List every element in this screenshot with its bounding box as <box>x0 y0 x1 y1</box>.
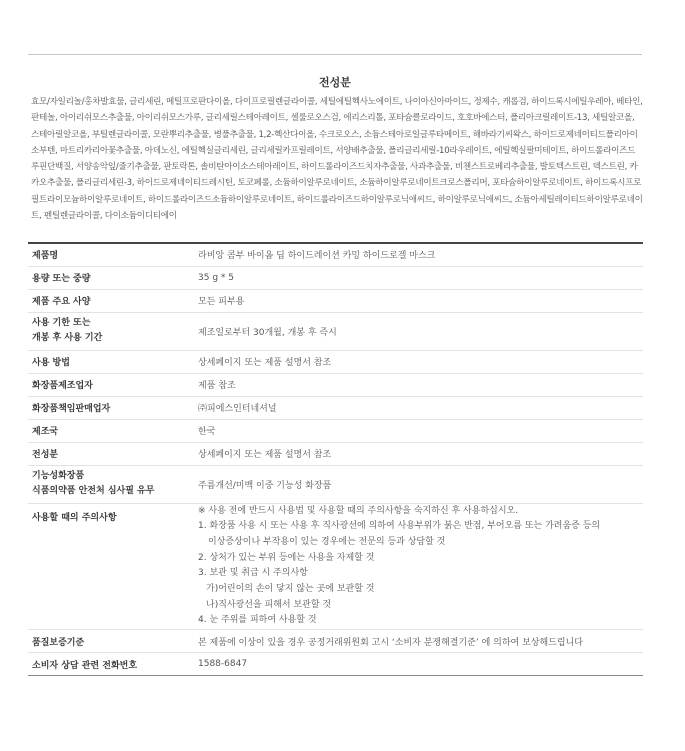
row-key: 사용 방법 <box>28 350 192 373</box>
row-key: 품질보증기준 <box>28 630 192 653</box>
caution-line: 4. 눈 주위를 피하여 사용할 것 <box>198 615 317 626</box>
row-value: 라비앙 콤부 바이옴 딥 하이드레이션 카밍 하이드로겔 마스크 <box>192 243 643 266</box>
table-row <box>28 266 643 289</box>
table-row <box>28 396 643 419</box>
row-key <box>28 312 192 350</box>
table-row <box>28 442 643 465</box>
top-divider <box>28 54 642 55</box>
table-row <box>28 243 643 266</box>
table-row <box>28 312 643 350</box>
row-value: 상세페이지 또는 제품 설명서 참조 <box>192 350 643 373</box>
row-value: 제품 참조 <box>192 373 643 396</box>
caution-line: 1. 화장품 사용 시 또는 사용 후 직사광선에 의하여 사용부위가 붉은 반점, 부어오름 또는 가려움증 등의 <box>198 521 601 532</box>
caution-line: 나)직사광선을 피해서 보관할 것 <box>206 599 332 610</box>
table-row <box>28 350 643 373</box>
caution-line: 2. 상처가 있는 부위 등에는 사용을 자제할 것 <box>198 552 375 563</box>
row-key <box>28 465 192 503</box>
table-row <box>28 289 643 312</box>
table-row <box>28 653 643 676</box>
caution-line: ※ 사용 전에 반드시 사용법 및 사용할 때의 주의사항을 숙지하신 후 사용하십시오. <box>198 505 519 516</box>
row-value: 한국 <box>192 419 643 442</box>
row-key: 화장품제조업자 <box>28 373 192 396</box>
row-value: 본 제품에 이상이 있을 경우 공정거래위원회 고시 ‘소비자 분쟁해결기준’ 에 의하여 보상해드립니다 <box>192 630 643 653</box>
cautions-list <box>192 503 643 630</box>
row-key-line: 사용 기한 또는 <box>32 318 91 328</box>
row-key: 소비자 상담 관련 전화번호 <box>32 660 138 671</box>
table-row <box>28 503 643 630</box>
row-value: 주름개선/미백 이중 기능성 화장품 <box>192 465 643 503</box>
caution-line: 3. 보관 및 취급 시 주의사항 <box>198 568 308 579</box>
row-key-line: 개봉 후 사용 기간 <box>32 333 103 343</box>
product-info-table <box>28 242 643 676</box>
row-key: 용량 또는 중량 <box>28 266 192 289</box>
row-key: 사용할 때의 주의사항 <box>28 503 192 630</box>
row-value: 35 g * 5 <box>192 266 643 289</box>
table-row <box>28 465 643 503</box>
caution-line: 가)어린이의 손이 닿지 않는 곳에 보관할 것 <box>206 584 375 595</box>
row-key: 제조국 <box>28 419 192 442</box>
row-key: 제품 주요 사양 <box>28 289 192 312</box>
caution-line: 이상증상이나 부작용이 있는 경우에는 전문의 등과 상담할 것 <box>208 536 446 547</box>
row-key: 전성분 <box>28 442 192 465</box>
row-value: 상세페이지 또는 제품 설명서 참조 <box>192 442 643 465</box>
row-key-line: 식품의약품 안전처 심사필 유무 <box>32 486 155 496</box>
table-row <box>28 373 643 396</box>
row-value: 1588-6847 <box>198 659 248 670</box>
section-title: 전성분 <box>319 76 351 89</box>
ingredients-text: 효모/자일리놀/홍차발효물, 글리세린, 메틸프로판다이올, 다이프로필렌글라이콜, 세틸에틸헥사노에이트, 나이아신아마이드, 정제수, 캐롭검, 하이드록시에틸우레아, 베타인, 판테놀, 아이리쉬모스추출물, 아이리쉬모스가루, 글리세릴스테아레이트, 셀룰로오스검, 에리스리톨, 포타슘클로라이드, 호호바에스터, 폴리아크릴레이트-13, 세틸알코올, 스테아릴알코올, 부틸렌글라이콜, 모란뿌리추출물, 병풀추출물, 1,2-헥산다이올, 수크로오스, 소듐스테아로일글루타메이트, 해바라기씨왁스, 하이드로제네이티드폴리아이소부텐, 마트리카리아꽃추출물, 아데노신, 에틸헥실글리세린, 글리세릴카프릴레이트, 서양배추출물, 폴리글리세릴-10라우레이트, 에틸헥실팔미테이트, 하이드롤라이즈드루핀단백질, 서양송악잎/줄기추출물, 판토락톤, 솔비탄아이소스테아레이트, 하이드롤라이즈드치자추출물, 사과추출물, 비첸스트로베리추출물, 발토텍스트린, 덱스트린, 카카오추출물, 폴리글리세린-3, 하이드로제네이티드레시틴, 토코페롤, 소듐하이알루로네이트, 소듐하이알루로네이트크로스폴리머, 포타슘하이알루로네이트, 하이드록시프로필트라이모늄하이알루로네이트, 하이드롤라이즈드소듐하이알루로네이트, 하이드롤라이즈드하이알루로닉애씨드, 하이알루로닉애씨드, 소듐아세틸레이티드하이알루로네이트, 펜틸렌글라이콜, 다이소듐이디티에이 <box>31 97 643 222</box>
row-key: 화장품책임판매업자 <box>28 396 192 419</box>
table-row <box>28 419 643 442</box>
row-key-line: 기능성화장품 <box>32 471 85 481</box>
row-value: ㈜피에스인터네셔널 <box>192 396 643 419</box>
row-key: 제품명 <box>28 243 192 266</box>
row-value: 모든 피부용 <box>192 289 643 312</box>
table-row <box>28 630 643 653</box>
row-value: 제조일로부터 30개월, 개봉 후 즉시 <box>192 312 643 350</box>
